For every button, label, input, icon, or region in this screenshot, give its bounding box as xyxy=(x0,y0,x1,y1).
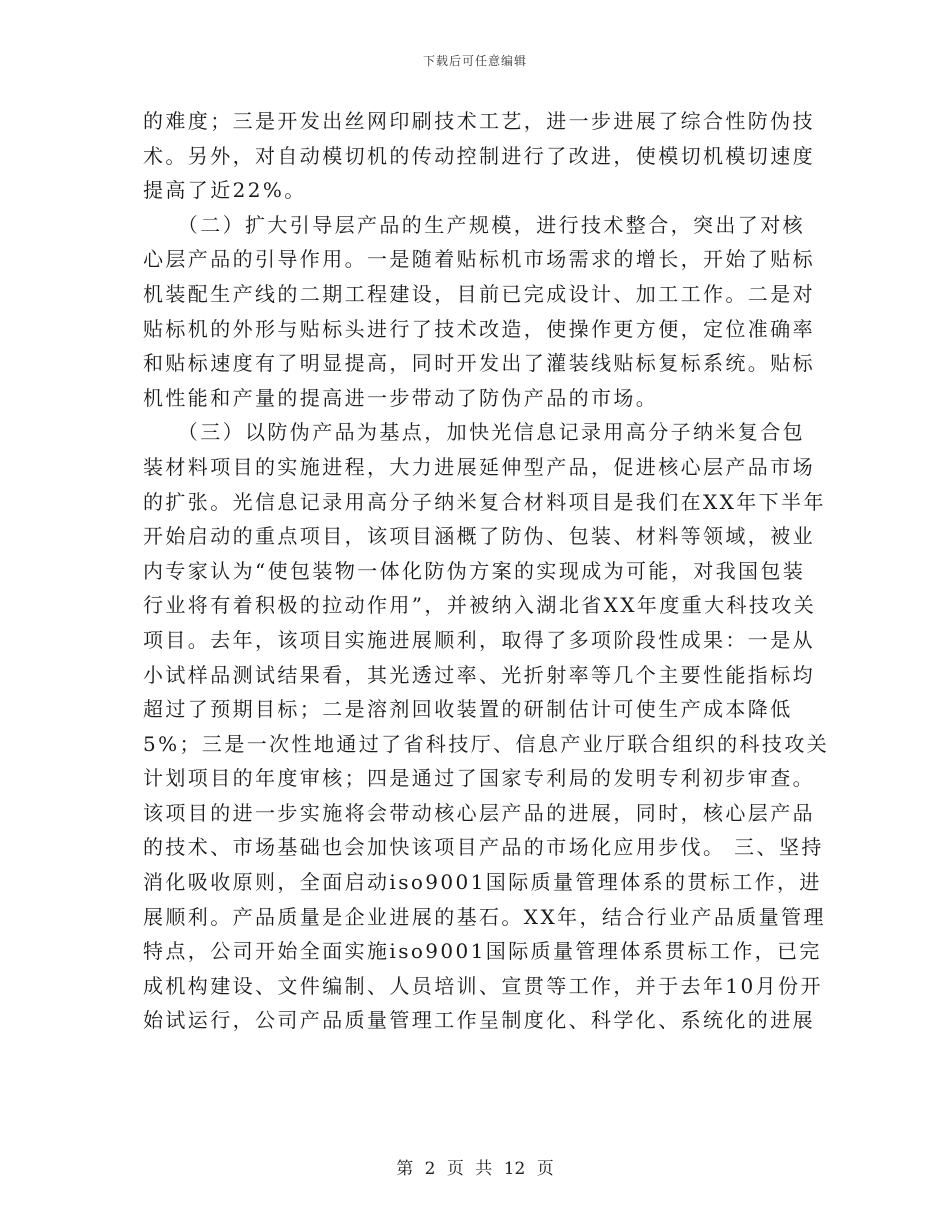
text-line: 消化吸收原则，全面启动iso9001国际质量管理体系的贯标工作，进 xyxy=(143,870,822,895)
text-line: 的扩张。光信息记录用高分子纳米复合材料项目是我们在XX年下半年 xyxy=(143,489,826,514)
text-line: 和贴标速度有了明显提高，同时开发出了灌装线贴标复标系统。贴标 xyxy=(143,351,815,376)
text-line: 计划项目的年度审核；四是通过了国家专利局的发明专利初步审查。 xyxy=(143,766,815,791)
text-line: 心层产品的引导作用。一是随着贴标机市场需求的增长，开始了贴标 xyxy=(143,247,815,272)
text-line: （三）以防伪产品为基点，加快光信息记录用高分子纳米复合包 xyxy=(143,420,805,445)
document-body xyxy=(143,104,830,1038)
text-line: 小试样品测试结果看，其光透过率、光折射率等几个主要性能指标均 xyxy=(143,662,815,687)
text-line: 内专家认为“使包装物一体化防伪方案的实现成为可能，对我国包装 xyxy=(143,558,806,583)
text-line: 贴标机的外形与贴标头进行了技术改造，使操作更方便，定位准确率 xyxy=(143,316,815,341)
text-line: 展顺利。产品质量是企业进展的基石。XX年，结合行业产品质量管理 xyxy=(143,904,826,929)
text-line: 始试运行，公司产品质量管理工作呈制度化、科学化、系统化的进展 xyxy=(143,1008,815,1033)
text-line: 行业将有着积极的拉动作用”，并被纳入湖北省XX年度重大科技攻关 xyxy=(143,593,817,618)
text-line: 5%；三是一次性地通过了省科技厅、信息产业厅联合组织的科技攻关 xyxy=(143,731,830,756)
text-line: 开始启动的重点项目，该项目涵概了防伪、包装、材料等领域，被业 xyxy=(143,524,815,549)
text-line: 超过了预期目标；二是溶剂回收装置的研制估计可使生产成本降低 xyxy=(143,697,793,722)
text-line: 项目。去年，该项目实施进展顺利，取得了多项阶段性成果：一是从 xyxy=(143,627,815,652)
text-line: 该项目的进一步实施将会带动核心层产品的进展，同时，核心层产品 xyxy=(143,800,815,825)
text-line: 成机构建设、文件编制、人员培训、宣贯等工作，并于去年10月份开 xyxy=(143,973,823,998)
text-line: 机性能和产量的提高进一步带动了防伪产品的市场。 xyxy=(143,385,659,410)
text-line: 的技术、市场基础也会加快该项目产品的市场化应用步伐。 三、坚持 xyxy=(143,835,824,860)
text-line: 机装配生产线的二期工程建设，目前已完成设计、加工工作。二是对 xyxy=(143,281,815,306)
text-line: 的难度；三是开发出丝网印刷技术工艺，进一步进展了综合性防伪技 xyxy=(143,109,815,133)
text-line: （二）扩大引导层产品的生产规模，进行技术整合，突出了对核 xyxy=(143,212,805,237)
page-header: 下载后可任意编辑 xyxy=(422,54,527,68)
text-line: 提高了近22%。 xyxy=(143,178,307,203)
text-line: 装材料项目的实施进程，大力进展延伸型产品，促进核心层产品市场 xyxy=(143,454,815,479)
text-line: 特点，公司开始全面实施iso9001国际质量管理体系贯标工作，已完 xyxy=(143,939,822,964)
text-line: 术。另外，对自动模切机的传动控制进行了改进，使模切机模切速度 xyxy=(143,143,815,168)
page-number-footer: 第 2 页 共 12 页 xyxy=(396,1159,554,1179)
